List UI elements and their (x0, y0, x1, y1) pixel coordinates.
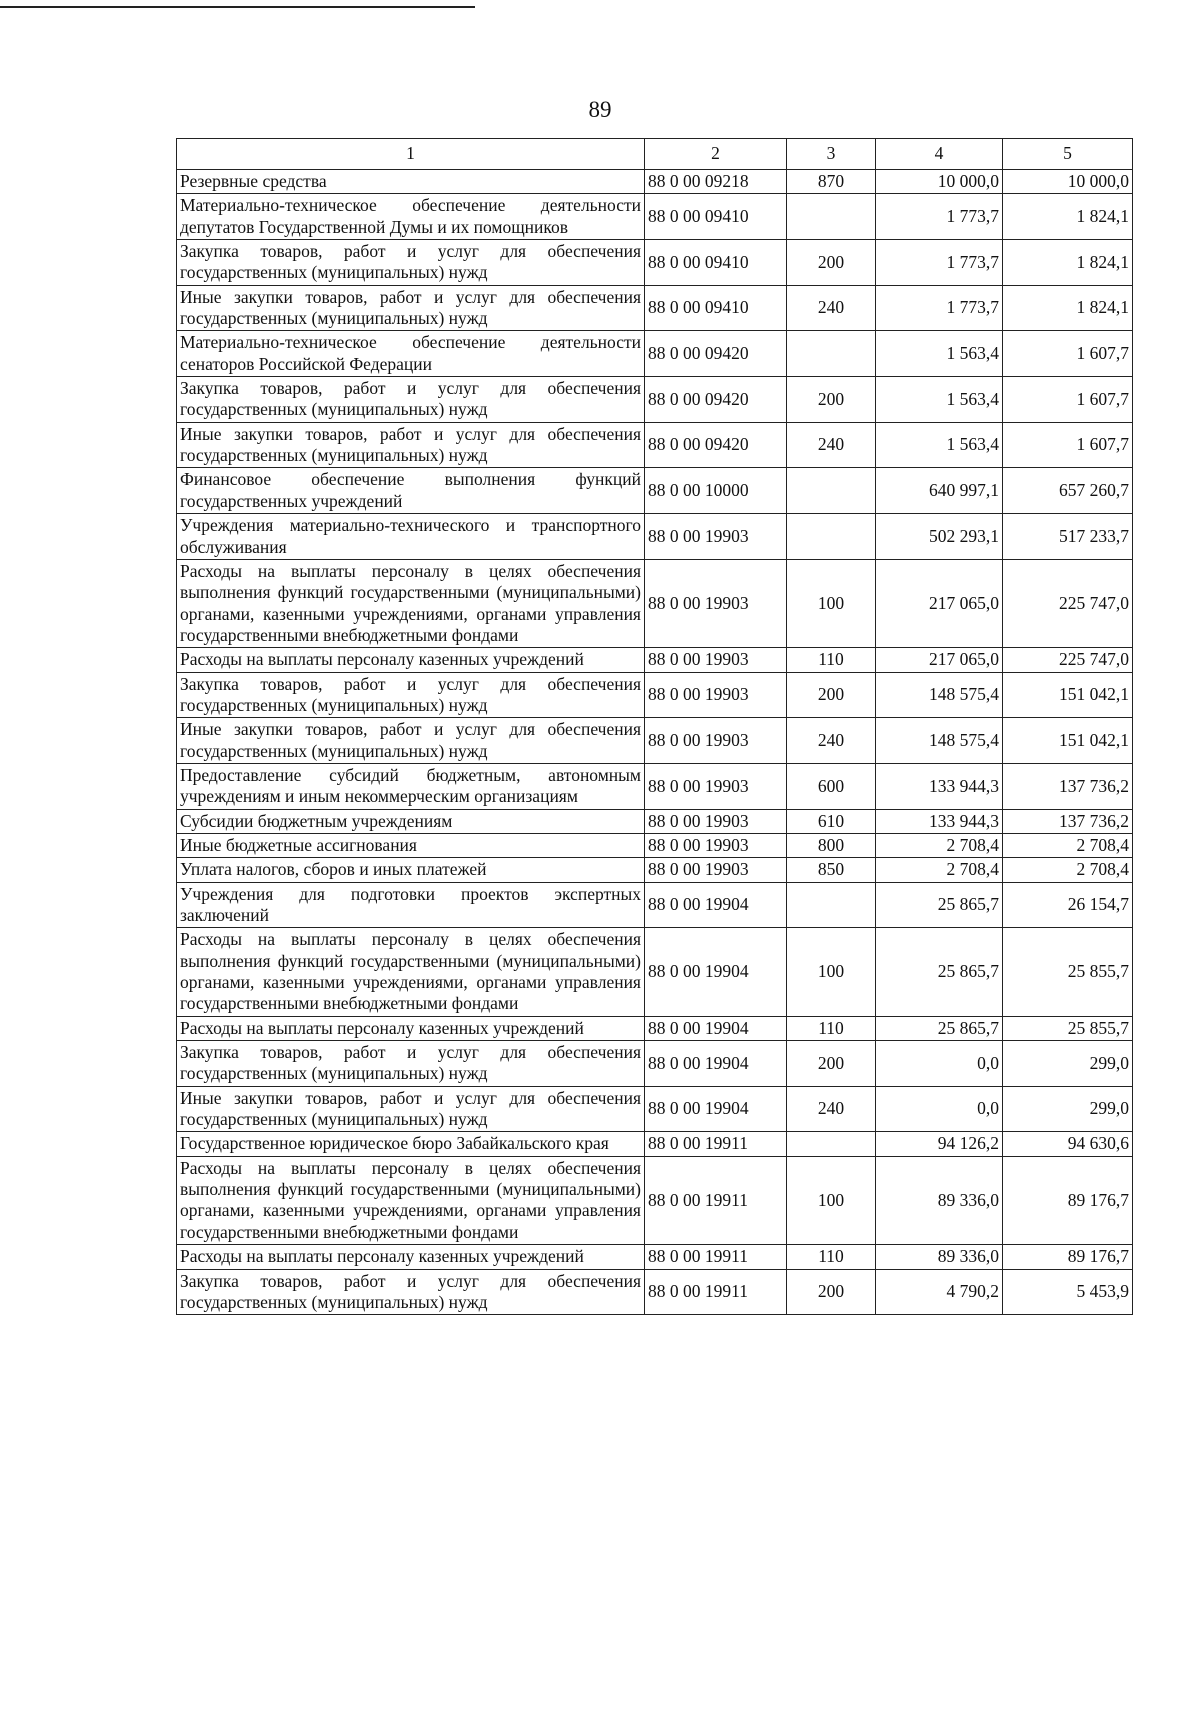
table-row (177, 559, 1133, 647)
row-value-col4: 0,0 (876, 1086, 1003, 1132)
header-col-1: 1 (177, 139, 645, 170)
row-value-col5: 89 176,7 (1003, 1156, 1133, 1244)
table-row (177, 718, 1133, 764)
row-name-cell: Закупка товаров, работ и услуг для обеспечения государственных (муниципальных) нужд (177, 377, 645, 423)
row-type-cell (787, 514, 876, 560)
row-value-col4: 89 336,0 (876, 1156, 1003, 1244)
row-value-col4: 502 293,1 (876, 514, 1003, 560)
row-code-cell: 88 0 00 19904 (645, 928, 787, 1016)
row-code-cell: 88 0 00 09420 (645, 331, 787, 377)
table-row (177, 240, 1133, 286)
row-type-cell: 200 (787, 377, 876, 423)
row-value-col5: 151 042,1 (1003, 718, 1133, 764)
row-type-cell: 240 (787, 718, 876, 764)
row-code-cell: 88 0 00 19903 (645, 559, 787, 647)
row-name-cell: Учреждения для подготовки проектов экспертных заключений (177, 882, 645, 928)
row-value-col4: 148 575,4 (876, 672, 1003, 718)
row-type-cell (787, 1132, 876, 1156)
row-name-cell: Государственное юридическое бюро Забайкальского края (177, 1132, 645, 1156)
row-value-col5: 517 233,7 (1003, 514, 1133, 560)
row-code-cell: 88 0 00 09218 (645, 170, 787, 194)
row-value-col4: 25 865,7 (876, 882, 1003, 928)
row-type-cell: 100 (787, 559, 876, 647)
row-type-cell: 200 (787, 672, 876, 718)
row-code-cell: 88 0 00 09420 (645, 422, 787, 468)
row-value-col5: 89 176,7 (1003, 1245, 1133, 1269)
row-code-cell: 88 0 00 19903 (645, 833, 787, 857)
row-type-cell: 870 (787, 170, 876, 194)
row-type-cell (787, 194, 876, 240)
table-row (177, 468, 1133, 514)
table-row (177, 1269, 1133, 1315)
page-number: 89 (588, 97, 612, 122)
table-row (177, 809, 1133, 833)
row-value-col4: 0,0 (876, 1041, 1003, 1087)
row-value-col4: 133 944,3 (876, 763, 1003, 809)
row-code-cell: 88 0 00 10000 (645, 468, 787, 514)
row-value-col5: 137 736,2 (1003, 809, 1133, 833)
table-row (177, 882, 1133, 928)
row-code-cell: 88 0 00 19904 (645, 1086, 787, 1132)
row-code-cell: 88 0 00 09410 (645, 194, 787, 240)
row-code-cell: 88 0 00 19903 (645, 809, 787, 833)
header-row (177, 139, 1133, 170)
row-type-cell: 100 (787, 1156, 876, 1244)
table-row (177, 1086, 1133, 1132)
row-type-cell: 110 (787, 1016, 876, 1040)
table-row (177, 1156, 1133, 1244)
table-row (177, 1245, 1133, 1269)
row-name-cell: Предоставление субсидий бюджетным, автономным учреждениям и иным некоммерческим организациям (177, 763, 645, 809)
row-name-cell: Расходы на выплаты персоналу казенных учреждений (177, 1245, 645, 1269)
row-value-col5: 1 607,7 (1003, 331, 1133, 377)
row-name-cell: Расходы на выплаты персоналу в целях обеспечения выполнения функций государственными (муниципальными) органами, казенными учреждениями, органами управления государственными внебюджетными фондами (177, 559, 645, 647)
row-value-col5: 5 453,9 (1003, 1269, 1133, 1315)
row-value-col5: 225 747,0 (1003, 559, 1133, 647)
row-value-col5: 1 607,7 (1003, 377, 1133, 423)
row-type-cell: 240 (787, 422, 876, 468)
row-value-col5: 1 824,1 (1003, 285, 1133, 331)
row-code-cell: 88 0 00 19903 (645, 718, 787, 764)
row-value-col4: 10 000,0 (876, 170, 1003, 194)
row-value-col5: 137 736,2 (1003, 763, 1133, 809)
row-code-cell: 88 0 00 19911 (645, 1269, 787, 1315)
row-value-col5: 25 855,7 (1003, 1016, 1133, 1040)
header-col-3: 3 (787, 139, 876, 170)
row-code-cell: 88 0 00 19904 (645, 1041, 787, 1087)
row-value-col5: 2 708,4 (1003, 833, 1133, 857)
row-value-col4: 217 065,0 (876, 648, 1003, 672)
row-value-col4: 4 790,2 (876, 1269, 1003, 1315)
row-value-col5: 151 042,1 (1003, 672, 1133, 718)
row-name-cell: Иные закупки товаров, работ и услуг для обеспечения государственных (муниципальных) нужд (177, 1086, 645, 1132)
row-code-cell: 88 0 00 19911 (645, 1245, 787, 1269)
table-row (177, 672, 1133, 718)
row-name-cell: Закупка товаров, работ и услуг для обеспечения государственных (муниципальных) нужд (177, 1041, 645, 1087)
row-type-cell (787, 331, 876, 377)
row-name-cell: Закупка товаров, работ и услуг для обеспечения государственных (муниципальных) нужд (177, 1269, 645, 1315)
row-name-cell: Материально-техническое обеспечение деятельности депутатов Государственной Думы и их помощников (177, 194, 645, 240)
table-row (177, 422, 1133, 468)
table-row (177, 928, 1133, 1016)
row-code-cell: 88 0 00 09410 (645, 285, 787, 331)
row-name-cell: Расходы на выплаты персоналу казенных учреждений (177, 648, 645, 672)
row-value-col4: 217 065,0 (876, 559, 1003, 647)
table-row (177, 377, 1133, 423)
row-value-col5: 94 630,6 (1003, 1132, 1133, 1156)
row-value-col4: 1 563,4 (876, 331, 1003, 377)
row-type-cell: 610 (787, 809, 876, 833)
row-value-col5: 26 154,7 (1003, 882, 1133, 928)
table-row (177, 170, 1133, 194)
table-row (177, 1041, 1133, 1087)
row-type-cell: 110 (787, 1245, 876, 1269)
row-code-cell: 88 0 00 19903 (645, 514, 787, 560)
row-type-cell: 850 (787, 858, 876, 882)
table-row (177, 514, 1133, 560)
row-value-col5: 299,0 (1003, 1086, 1133, 1132)
row-name-cell: Иные закупки товаров, работ и услуг для обеспечения государственных (муниципальных) нужд (177, 285, 645, 331)
row-type-cell: 240 (787, 285, 876, 331)
row-type-cell: 200 (787, 240, 876, 286)
row-type-cell (787, 882, 876, 928)
row-value-col4: 640 997,1 (876, 468, 1003, 514)
row-value-col4: 25 865,7 (876, 928, 1003, 1016)
table-row (177, 763, 1133, 809)
row-value-col4: 148 575,4 (876, 718, 1003, 764)
row-code-cell: 88 0 00 09410 (645, 240, 787, 286)
row-value-col4: 1 773,7 (876, 285, 1003, 331)
row-value-col4: 1 773,7 (876, 194, 1003, 240)
table-row (177, 858, 1133, 882)
row-value-col4: 1 773,7 (876, 240, 1003, 286)
row-name-cell: Расходы на выплаты персоналу в целях обеспечения выполнения функций государственными (муниципальными) органами, казенными учреждениями, органами управления государственными внебюджетными фондами (177, 1156, 645, 1244)
row-value-col5: 10 000,0 (1003, 170, 1133, 194)
row-code-cell: 88 0 00 19903 (645, 763, 787, 809)
row-code-cell: 88 0 00 19904 (645, 882, 787, 928)
header-col-5: 5 (1003, 139, 1133, 170)
row-value-col5: 2 708,4 (1003, 858, 1133, 882)
table-row (177, 648, 1133, 672)
row-value-col4: 94 126,2 (876, 1132, 1003, 1156)
row-code-cell: 88 0 00 09420 (645, 377, 787, 423)
row-type-cell: 100 (787, 928, 876, 1016)
row-type-cell: 240 (787, 1086, 876, 1132)
row-type-cell: 110 (787, 648, 876, 672)
row-name-cell: Закупка товаров, работ и услуг для обеспечения государственных (муниципальных) нужд (177, 240, 645, 286)
table-row (177, 285, 1133, 331)
row-value-col4: 25 865,7 (876, 1016, 1003, 1040)
row-name-cell: Учреждения материально-технического и транспортного обслуживания (177, 514, 645, 560)
row-value-col5: 657 260,7 (1003, 468, 1133, 514)
row-name-cell: Закупка товаров, работ и услуг для обеспечения государственных (муниципальных) нужд (177, 672, 645, 718)
row-type-cell (787, 468, 876, 514)
row-code-cell: 88 0 00 19903 (645, 648, 787, 672)
row-value-col4: 2 708,4 (876, 858, 1003, 882)
row-code-cell: 88 0 00 19903 (645, 672, 787, 718)
row-name-cell: Иные бюджетные ассигнования (177, 833, 645, 857)
row-name-cell: Иные закупки товаров, работ и услуг для обеспечения государственных (муниципальных) нужд (177, 422, 645, 468)
row-value-col5: 1 607,7 (1003, 422, 1133, 468)
row-type-cell: 600 (787, 763, 876, 809)
top-rule (0, 6, 475, 8)
budget-table (176, 138, 1133, 1315)
row-name-cell: Материально-техническое обеспечение деятельности сенаторов Российской Федерации (177, 331, 645, 377)
row-value-col4: 89 336,0 (876, 1245, 1003, 1269)
row-type-cell: 800 (787, 833, 876, 857)
row-type-cell: 200 (787, 1269, 876, 1315)
row-value-col5: 299,0 (1003, 1041, 1133, 1087)
row-name-cell: Расходы на выплаты персоналу казенных учреждений (177, 1016, 645, 1040)
row-value-col5: 1 824,1 (1003, 240, 1133, 286)
row-name-cell: Субсидии бюджетным учреждениям (177, 809, 645, 833)
table-row (177, 833, 1133, 857)
row-value-col5: 225 747,0 (1003, 648, 1133, 672)
row-name-cell: Иные закупки товаров, работ и услуг для обеспечения государственных (муниципальных) нужд (177, 718, 645, 764)
row-name-cell: Уплата налогов, сборов и иных платежей (177, 858, 645, 882)
table-row (177, 194, 1133, 240)
table-row (177, 1132, 1133, 1156)
row-value-col5: 25 855,7 (1003, 928, 1133, 1016)
row-code-cell: 88 0 00 19911 (645, 1132, 787, 1156)
row-value-col5: 1 824,1 (1003, 194, 1133, 240)
table-row (177, 331, 1133, 377)
row-name-cell: Расходы на выплаты персоналу в целях обеспечения выполнения функций государственными (муниципальными) органами, казенными учреждениями, органами управления государственными внебюджетными фондами (177, 928, 645, 1016)
row-name-cell: Финансовое обеспечение выполнения функций государственных учреждений (177, 468, 645, 514)
table-row (177, 1016, 1133, 1040)
row-value-col4: 2 708,4 (876, 833, 1003, 857)
header-col-2: 2 (645, 139, 787, 170)
header-col-4: 4 (876, 139, 1003, 170)
row-code-cell: 88 0 00 19903 (645, 858, 787, 882)
row-name-cell: Резервные средства (177, 170, 645, 194)
row-code-cell: 88 0 00 19911 (645, 1156, 787, 1244)
row-value-col4: 133 944,3 (876, 809, 1003, 833)
row-code-cell: 88 0 00 19904 (645, 1016, 787, 1040)
row-value-col4: 1 563,4 (876, 377, 1003, 423)
row-value-col4: 1 563,4 (876, 422, 1003, 468)
row-type-cell: 200 (787, 1041, 876, 1087)
